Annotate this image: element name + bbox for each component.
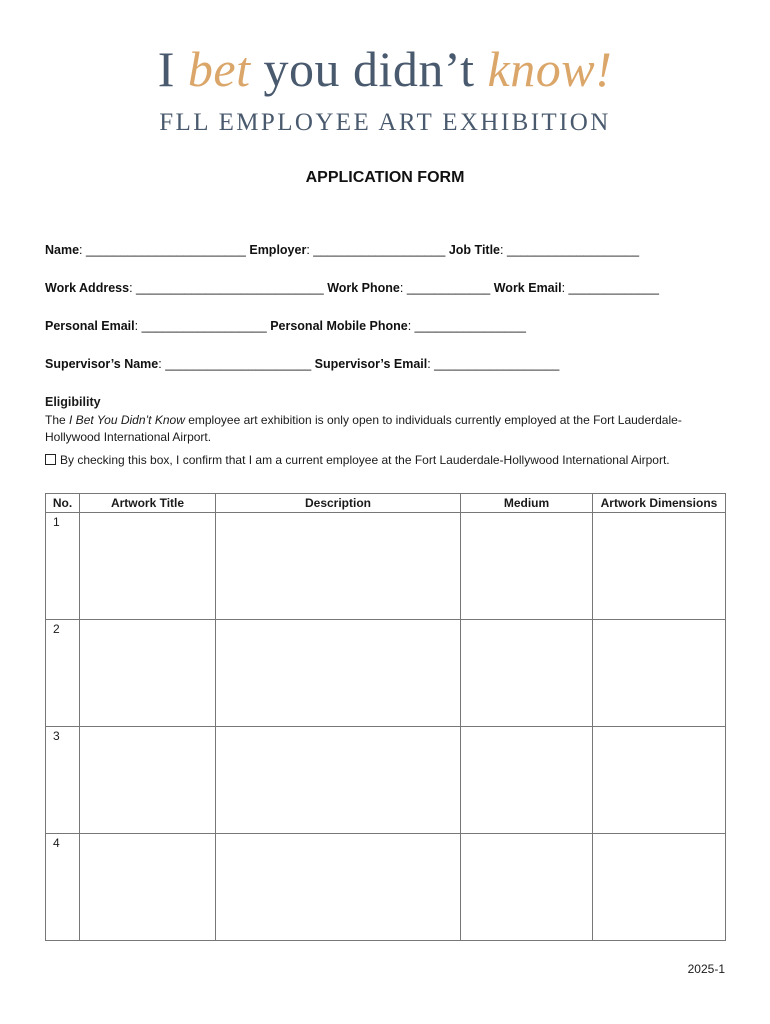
artwork-table — [45, 493, 726, 941]
exhibition-name: I Bet You Didn’t Know — [69, 413, 185, 427]
job-title-field[interactable]: Job Title: ___________________ — [448, 243, 640, 257]
dimensions-cell[interactable] — [593, 513, 726, 620]
medium-cell[interactable] — [461, 727, 593, 834]
table-row — [46, 727, 726, 834]
medium-cell[interactable] — [461, 513, 593, 620]
personal-mobile-phone-field[interactable]: Personal Mobile Phone: ________________ — [270, 319, 526, 333]
row-number: 1 — [46, 513, 80, 620]
exhibition-logo-subtitle: FLL EMPLOYEE ART EXHIBITION — [159, 109, 611, 136]
description-cell[interactable] — [216, 834, 461, 941]
logo-text-i: I — [157, 41, 188, 97]
row-number: 2 — [46, 620, 80, 727]
col-header-no: No. — [46, 494, 80, 513]
supervisor-email-field[interactable]: Supervisor’s Email: __________________ — [314, 357, 560, 371]
medium-cell[interactable] — [461, 620, 593, 727]
table-row — [46, 513, 726, 620]
row-number: 4 — [46, 834, 80, 941]
artwork-title-cell[interactable] — [80, 727, 216, 834]
artwork-title-cell[interactable] — [80, 620, 216, 727]
col-header-artwork-dimensions: Artwork Dimensions — [593, 494, 726, 513]
logo-text-bet: bet — [187, 41, 251, 97]
dimensions-cell[interactable] — [593, 834, 726, 941]
work-phone-field[interactable]: Work Phone: ____________ — [327, 281, 494, 295]
supervisor-name-field[interactable]: Supervisor’s Name: _____________________ — [45, 357, 315, 371]
work-address-field[interactable]: Work Address: ___________________________ — [45, 281, 328, 295]
artwork-title-cell[interactable] — [80, 834, 216, 941]
eligibility-confirmation — [45, 452, 670, 469]
form-title: APPLICATION FORM — [305, 169, 465, 186]
employee-confirm-checkbox[interactable] — [45, 454, 56, 465]
dimensions-cell[interactable] — [593, 727, 726, 834]
exhibition-logo-title — [0, 38, 770, 100]
description-cell[interactable] — [216, 727, 461, 834]
personal-email-field[interactable]: Personal Email: __________________ — [45, 319, 271, 333]
field-row-name-employer-job — [45, 241, 639, 259]
eligibility-heading: Eligibility — [45, 395, 101, 409]
col-header-medium: Medium — [461, 494, 593, 513]
field-row-work-contact — [45, 279, 659, 297]
description-cell[interactable] — [216, 513, 461, 620]
medium-cell[interactable] — [461, 834, 593, 941]
logo-text-you-didnt: you didn’t — [250, 41, 488, 97]
logo-text-know: know! — [487, 41, 613, 97]
work-email-field[interactable]: Work Email: _____________ — [493, 281, 659, 295]
dimensions-cell[interactable] — [593, 620, 726, 727]
field-row-personal-contact — [45, 317, 526, 335]
name-field[interactable]: Name: _______________________ — [45, 243, 250, 257]
page-number: 2025-1 — [687, 962, 725, 976]
row-number: 3 — [46, 727, 80, 834]
artwork-title-cell[interactable] — [80, 513, 216, 620]
employer-field[interactable]: Employer: ___________________ — [249, 243, 449, 257]
table-header-row — [46, 494, 726, 513]
eligibility-text: The I Bet You Didn’t Know employee art exhibition is only open to individuals currently employed at the Fort Lauderdale-Hollywood International Airport. — [45, 413, 682, 444]
description-cell[interactable] — [216, 620, 461, 727]
checkbox-label: By checking this box, I confirm that I am a current employee at the Fort Lauderdale-Hollywood International Airport. — [60, 453, 670, 467]
table-row — [46, 620, 726, 727]
col-header-artwork-title: Artwork Title — [80, 494, 216, 513]
field-row-supervisor — [45, 355, 559, 373]
col-header-description: Description — [216, 494, 461, 513]
table-row — [46, 834, 726, 941]
